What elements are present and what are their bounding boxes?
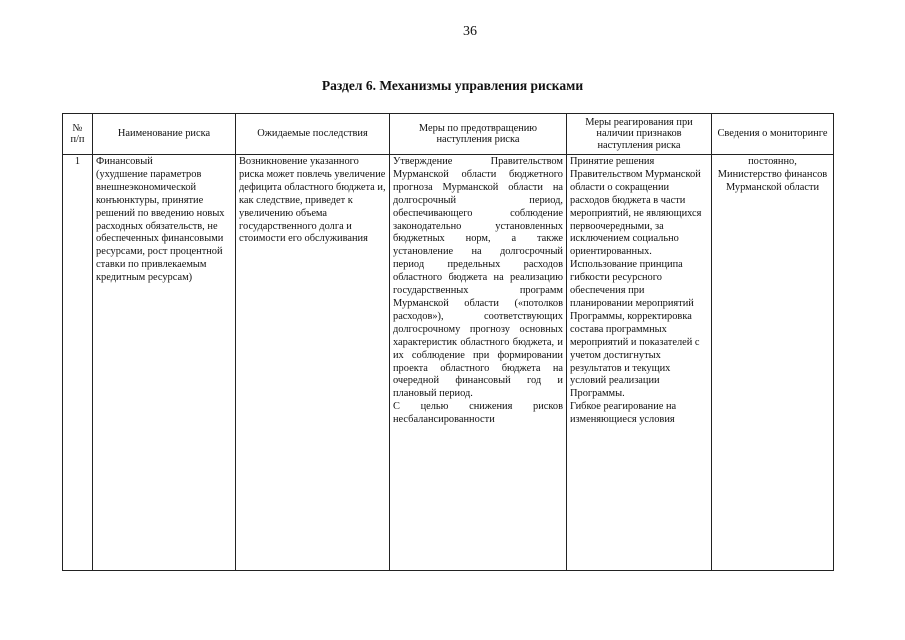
section-title: Раздел 6. Механизмы управления рисками [321,78,584,93]
header-consequences: Ожидаемые последствия [236,114,390,155]
monitoring-cell [712,155,834,571]
page-number: 36 [463,24,477,39]
header-risk-name: Наименование риска [93,114,236,155]
monitoring-text: постоянно, Министерство финансов Мурманской области [717,156,828,193]
consequences-text: Возникновение указанного риска может повлечь увеличение дефицита областного бюджета и, как следствие, приведет к увеличению объема государственного долга и стоимости его обслуживания [239,156,386,245]
row-number: 1 [63,155,93,571]
risk-management-table [62,113,834,571]
risk-name-cell [93,155,236,571]
prevention-text: Утверждение Правительством Мурманской области бюджетного прогноза Мурманской области на долгосрочный период, обеспечивающего соблюдение законодательно установленных бюджетных норм, а также установление на долгосрочный период предельных расходов областного бюджета на реализацию государственных программ Мурманской области («потолков расходов»), соответствующих долгосрочному прогнозу основных характеристик областного бюджета, и их соблюдение при формировании проекта областного бюджета на очередной финансовый год и плановый период. С целью снижения рисков несбалансированности [393,156,563,426]
header-prevention: Меры по предотвращению наступления риска [390,114,567,155]
risk-name-text: Финансовый (ухудшение параметров внешнеэкономической конъюнктуры, принятие решений по введению новых расходных обязательств, не обеспеченных финансовыми ресурсами, рост процентной ставки по привлекаемым кредитным ресурсам) [96,156,225,284]
header-number-label: № п/п [70,122,85,145]
header-response: Меры реагирования при наличии признаков наступления риска [567,114,712,155]
response-cell [567,155,712,571]
consequences-cell [236,155,390,571]
header-number [63,114,93,155]
table-row [63,155,834,571]
header-monitoring: Сведения о мониторинге [712,114,834,155]
prevention-cell [390,155,567,571]
table-header-row [63,114,834,155]
response-text: Принятие решения Правительством Мурманской области о сокращении расходов бюджета в части мероприятий, не являющихся первоочередными, за исключением социально ориентированных. Использование принципа гибкости ресурсного обеспечения при планировании мероприятий Программы, корректировка состава программных мероприятий и показателей с учетом достигнутых результатов и текущих условий реализации Программы. Гибкое реагирование на изменяющиеся условия [570,156,702,426]
